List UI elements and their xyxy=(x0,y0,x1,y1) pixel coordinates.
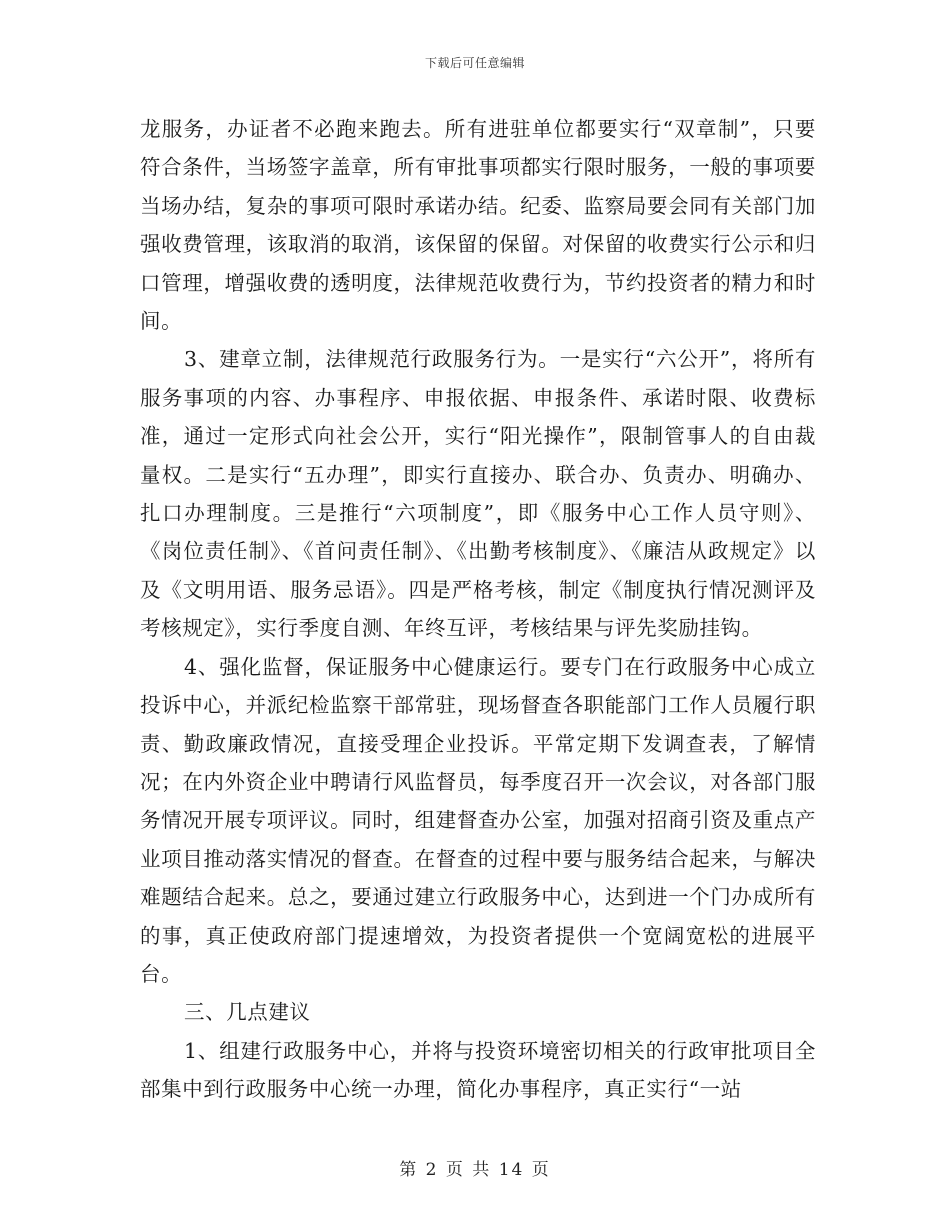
page-number-footer: 第 2 页 共 14 页 xyxy=(399,1160,551,1180)
document-body xyxy=(140,110,816,1109)
paragraph-item-4: 4、强化监督，保证服务中心健康运行。要专门在行政服务中心成立投诉中心，并派纪检监察干部常驻，现场督查各职能部门工作人员履行职责、勤政廉政情况，直接受理企业投诉。平常定期下发调查表，了解情况；在内外资企业中聘请行风监督员，每季度召开一次会议，对各部门服务情况开展专项评议。同时，组建督查办公室，加强对招商引资及重点产业项目推动落实情况的督查。在督查的过程中要与服务结合起来，与解决难题结合起来。总之，要通过建立行政服务中心，达到进一个门办成所有的事，真正使政府部门提速增效，为投资者提供一个宽阔宽松的进展平台。 xyxy=(140,654,816,986)
paragraph-item-3: 3、建章立制，法律规范行政服务行为。一是实行“六公开”，将所有服务事项的内容、办事程序、申报依据、申报条件、承诺时限、收费标准，通过一定形式向社会公开，实行“阳光操作”，限制管事人的自由裁量权。二是实行“五办理”，即实行直接办、联合办、负责办、明确办、扎口办理制度。三是推行“六项制度”，即《服务中心工作人员守则》、《岗位责任制》、《首问责任制》、《出勤考核制度》、《廉洁从政规定》以及《文明用语、服务忌语》。四是严格考核，制定《制度执行情况测评及考核规定》，实行季度自测、年终互评，考核结果与评先奖励挂钩。 xyxy=(140,347,816,641)
paragraph-suggestion-1: 1、组建行政服务中心，并将与投资环境密切相关的行政审批项目全部集中到行政服务中心统一办理，简化办事程序，真正实行“一站 xyxy=(140,1038,816,1102)
page-header: 下载后可任意编辑 xyxy=(424,56,525,70)
section-heading-suggestions: 三、几点建议 xyxy=(184,1000,311,1025)
paragraph-continuation: 龙服务，办证者不必跑来跑去。所有进驻单位都要实行“双章制”，只要符合条件，当场签字盖章，所有审批事项都实行限时服务，一般的事项要当场办结，复杂的事项可限时承诺办结。纪委、监察局要会同有关部门加强收费管理，该取消的取消，该保留的保留。对保留的收费实行公示和归口管理，增强收费的透明度，法律规范收费行为，节约投资者的精力和时间。 xyxy=(140,117,816,334)
